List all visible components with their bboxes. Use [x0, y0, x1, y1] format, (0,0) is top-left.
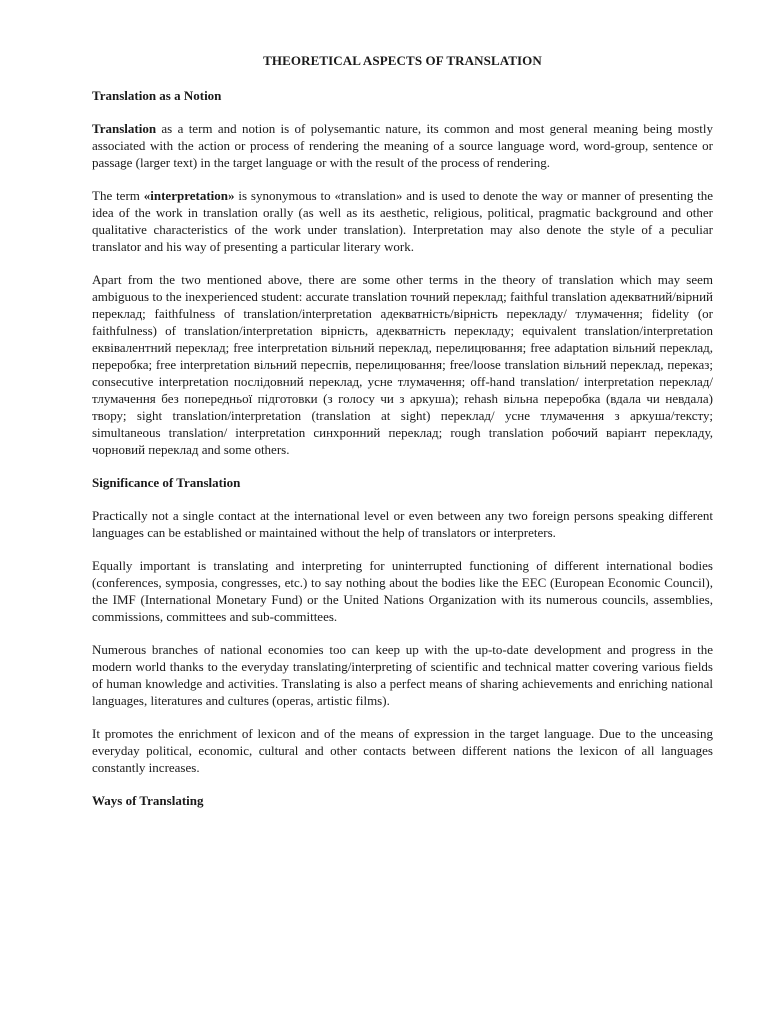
- paragraph: Numerous branches of national economies too can keep up with the up-to-date development and progress in the modern world thanks to the everyday translating/interpreting of scientific and technical matter covering various fields of human knowledge and activities. Translating is also a perfect means of sharing achievements and enriching national languages, literatures and cultures (operas, artistic films).: [92, 642, 713, 708]
- paragraph: Apart from the two mentioned above, there are some other terms in the theory of translation which may seem ambiguous to the inexperienced student: accurate translation точний переклад; faithful translation адекватний/вірний переклад; faithfulness of translation/interpretation адекватність/вірність перекладу/ тлумачення; fidelity (or faithfulness) of translation/interpretation вірність, адекватність перекладу; equivalent translation/interpretation еквівалентний переклад; free interpretation вільний переклад, перелицювання; free adaptation вільний переклад, переробка; free interpretation вільний переспів, перелицювання; free/loose translation вільний переклад, переказ; consecutive interpretation послідовний переклад, усне тлумачення; off-hand translation/ interpretation переклад/тлумачення без попередньої підготовки (з голосу чи з аркуша); rehash вільна переробка (вдала чи невдала) твору; sight translation/interpretation (translation at sight) переклад/ усне тлумачення з аркуша/тексту; simultaneous translation/ interpretation синхронний переклад; rough translation робочий варіант перекладу, чорновий переклад and some others.: [92, 272, 713, 457]
- paragraph: [92, 187, 713, 255]
- paragraph: Equally important is translating and interpreting for uninterrupted functioning of different international bodies (conferences, symposia, congresses, etc.) to say nothing about the bodies like the EEC (European Economic Council), the IMF (International Monetary Fund) or the United Nations Organization with its numerous councils, assemblies, commissions, committees and sub-committees.: [92, 558, 713, 624]
- section-heading: Ways of Translating: [92, 793, 204, 808]
- section-heading: Significance of Translation: [92, 475, 241, 490]
- document-content: [92, 52, 713, 825]
- section-significance-of-translation: [92, 474, 713, 776]
- section-translation-as-notion: [92, 87, 713, 458]
- paragraph: It promotes the enrichment of lexicon and of the means of expression in the target language. Due to the unceasing everyday political, economic, cultural and other contacts between different nations the lexicon of all languages constantly increases.: [92, 726, 713, 775]
- section-heading: Translation as a Notion: [92, 88, 222, 103]
- paragraph-text: as a term and notion is of polysemantic nature, its common and most general meaning being mostly associated with the action or process of rendering the meaning of a source language word, word-group, sentence or passage (larger text) in the target language or with the result of the process of rendering.: [92, 121, 713, 170]
- term-interpretation: «interpretation»: [143, 188, 235, 203]
- term-translation: Translation: [92, 121, 157, 136]
- document-title: THEORETICAL ASPECTS OF TRANSLATION: [263, 53, 542, 68]
- section-ways-of-translating: [92, 792, 713, 809]
- paragraph-prefix: The term: [92, 188, 144, 203]
- paragraph: Practically not a single contact at the international level or even between any two foreign persons speaking different languages can be established or maintained without the help of translators or interpreters.: [92, 508, 713, 540]
- paragraph: [92, 120, 713, 171]
- paragraph-text: is synonymous to «translation» and is used to denote the way or manner of presenting the idea of the work in translation orally (as well as its aesthetic, religious, political, pragmatic background and other qualitative characteristics of the work under translation). Interpretation may also denote the style of a peculiar translator and his way of presenting a particular literary work.: [92, 188, 713, 254]
